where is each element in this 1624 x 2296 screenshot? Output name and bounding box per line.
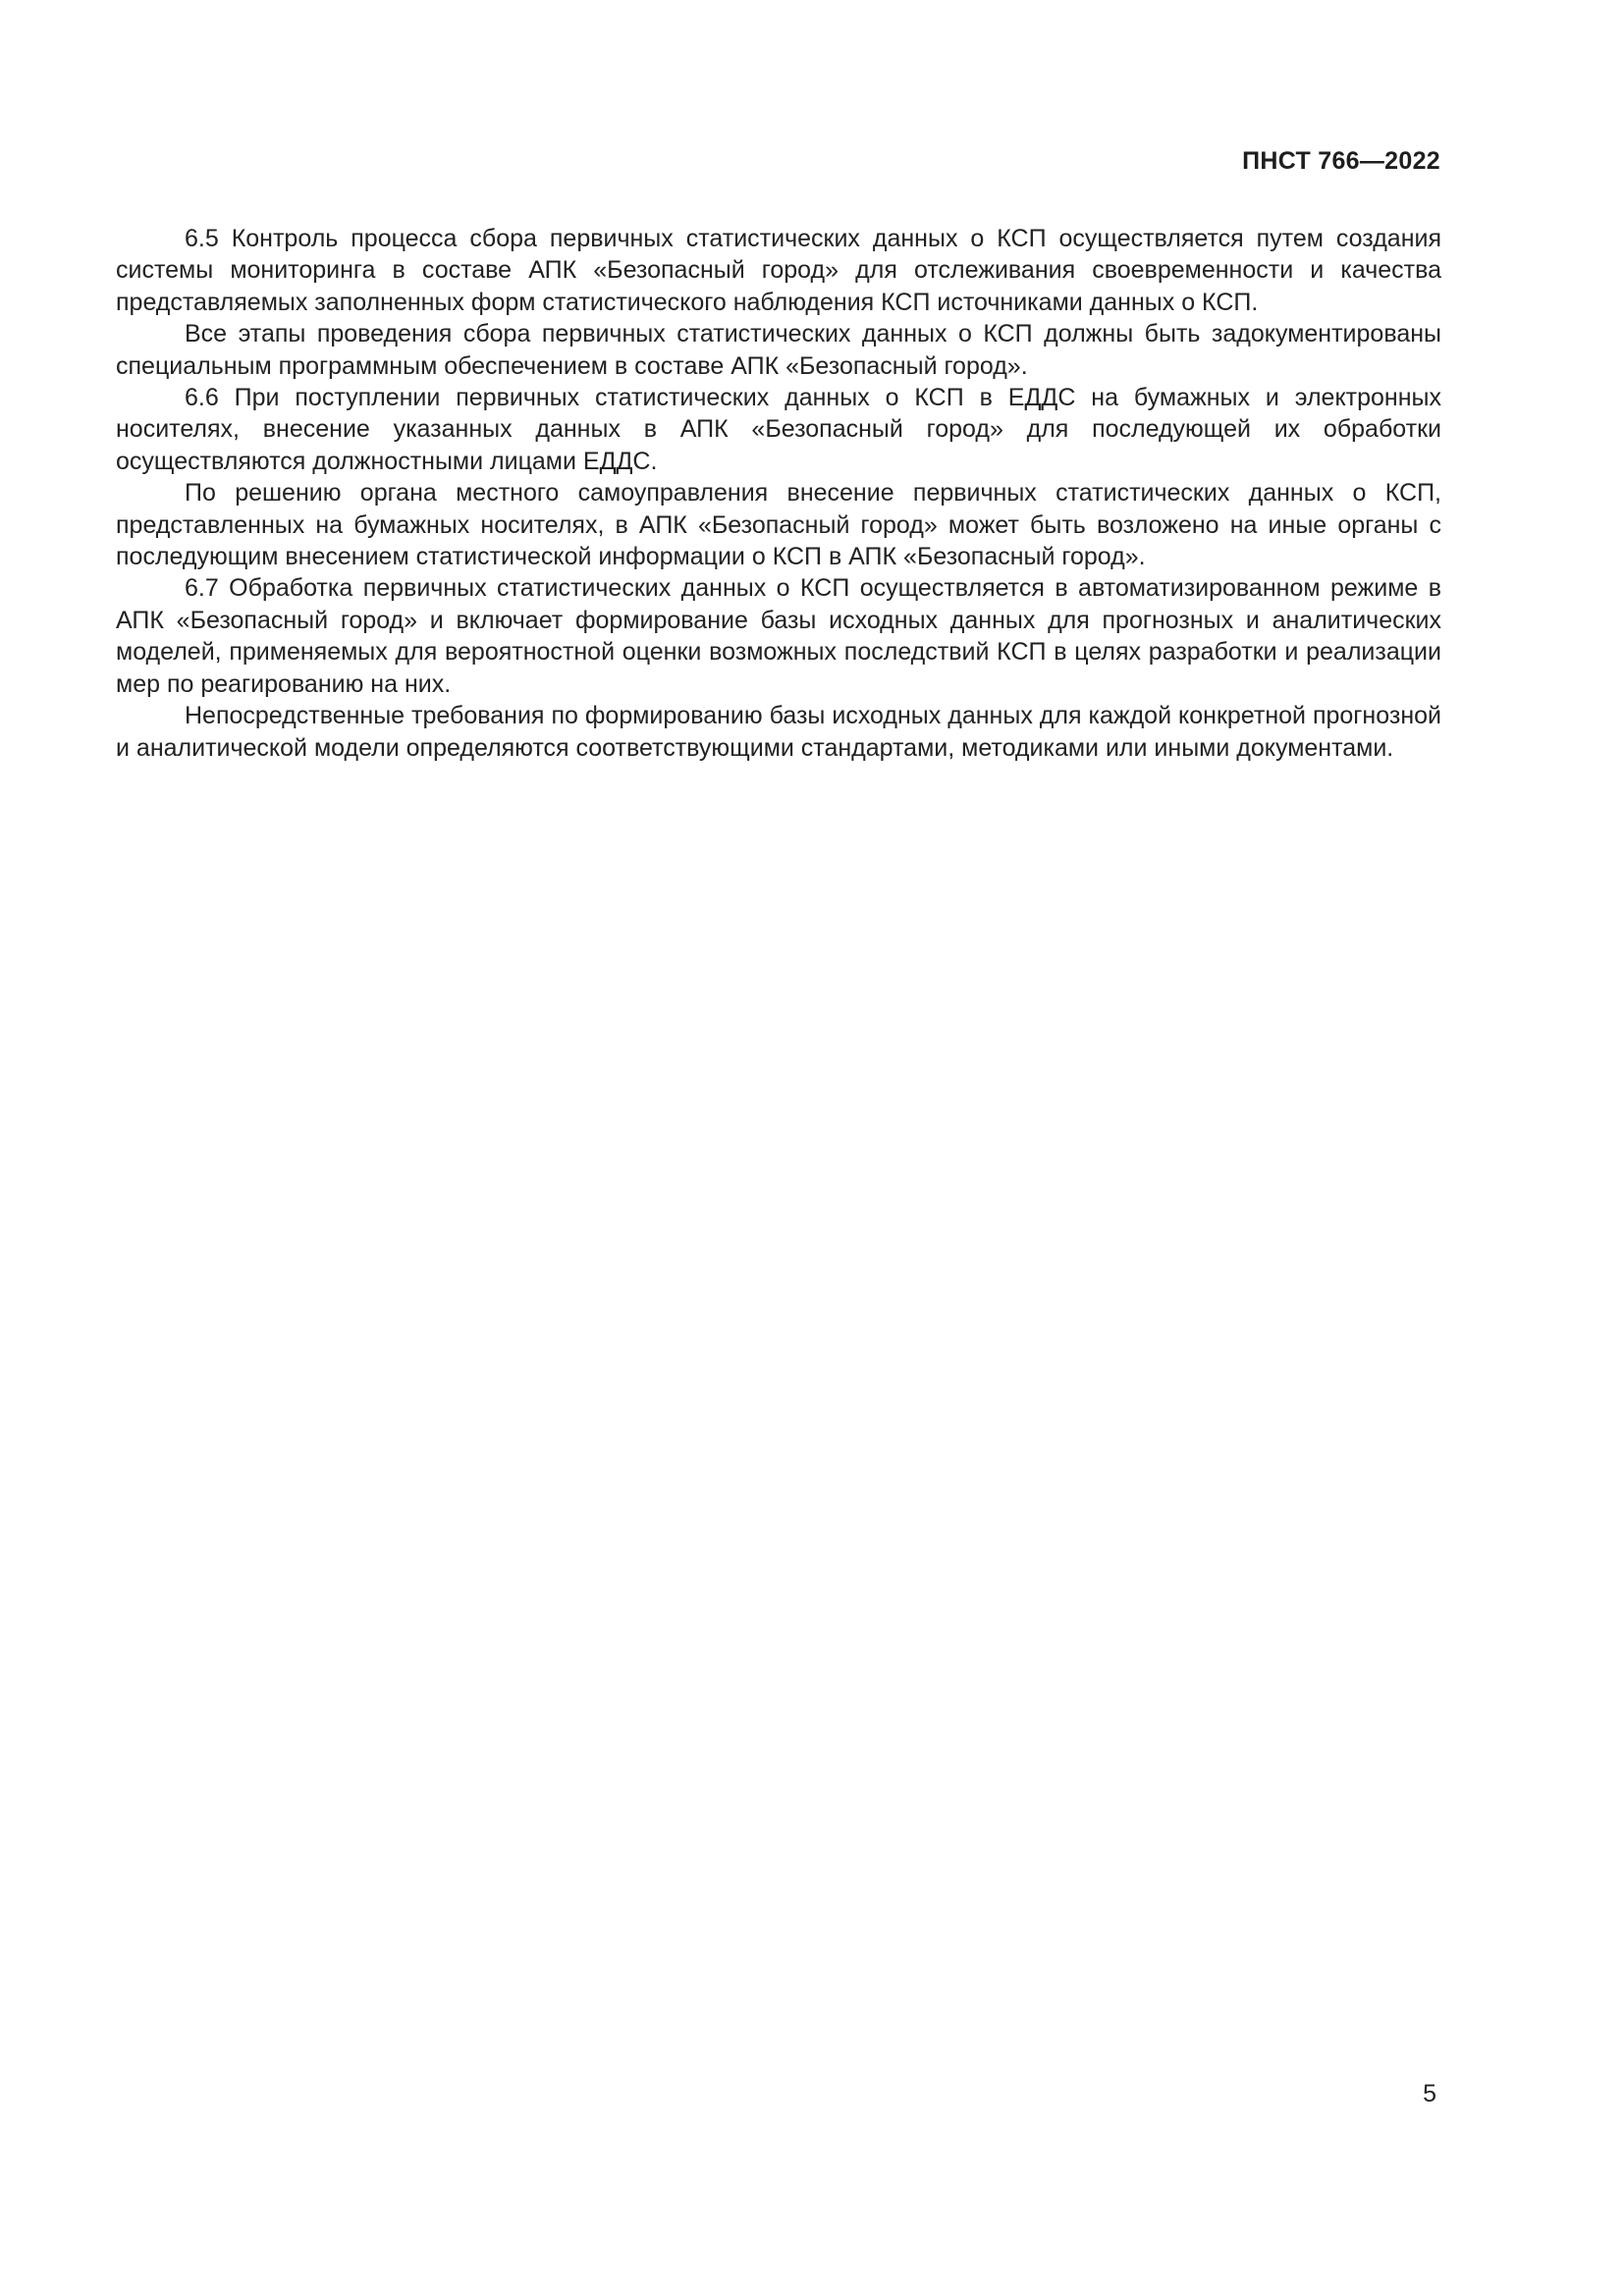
- page-number: 5: [1423, 2080, 1436, 2108]
- document-code-header: ПНСТ 766—2022: [1242, 147, 1440, 175]
- paragraph-6-5: 6.5 Контроль процесса сбора первичных статистических данных о КСП осуществляется путем создания системы мониторинга в составе АПК «Безопасный город» для отслеживания своевременности и качества представляемых заполненных форм статистического наблюдения КСП источниками данных о КСП.: [116, 225, 1441, 316]
- paragraph-6-7: 6.7 Обработка первичных статистических данных о КСП осуществляется в автоматизированном режиме в АПК «Безопасный город» и включает формирование базы исходных данных для прогнозных и аналитических моделей, применяемых для вероятностной оценки возможных последствий КСП в целях разработки и реализации мер по реагированию на них.: [116, 574, 1441, 698]
- paragraph-6-6-continuation: По решению органа местного самоуправления внесение первичных статистических данных о КСП, представленных на бумажных носителях, в АПК «Безопасный город» может быть возложено на иные органы с последующим внесением статистической информации о КСП в АПК «Безопасный город».: [116, 479, 1441, 571]
- paragraph-6-7-continuation: Непосредственные требования по формированию базы исходных данных для каждой конкретной прогнозной и аналитической модели определяются соответствующими стандартами, методиками или иными документами.: [116, 702, 1441, 762]
- paragraph-6-5-continuation: Все этапы проведения сбора первичных статистических данных о КСП должны быть задокументированы специальным программным обеспечением в составе АПК «Безопасный город».: [116, 320, 1441, 380]
- paragraph-6-6: 6.6 При поступлении первичных статистических данных о КСП в ЕДДС на бумажных и электронных носителях, внесение указанных данных в АПК «Безопасный город» для последующей их обработки осуществляются должностными лицами ЕДДС.: [116, 384, 1441, 475]
- document-body: [116, 223, 1441, 764]
